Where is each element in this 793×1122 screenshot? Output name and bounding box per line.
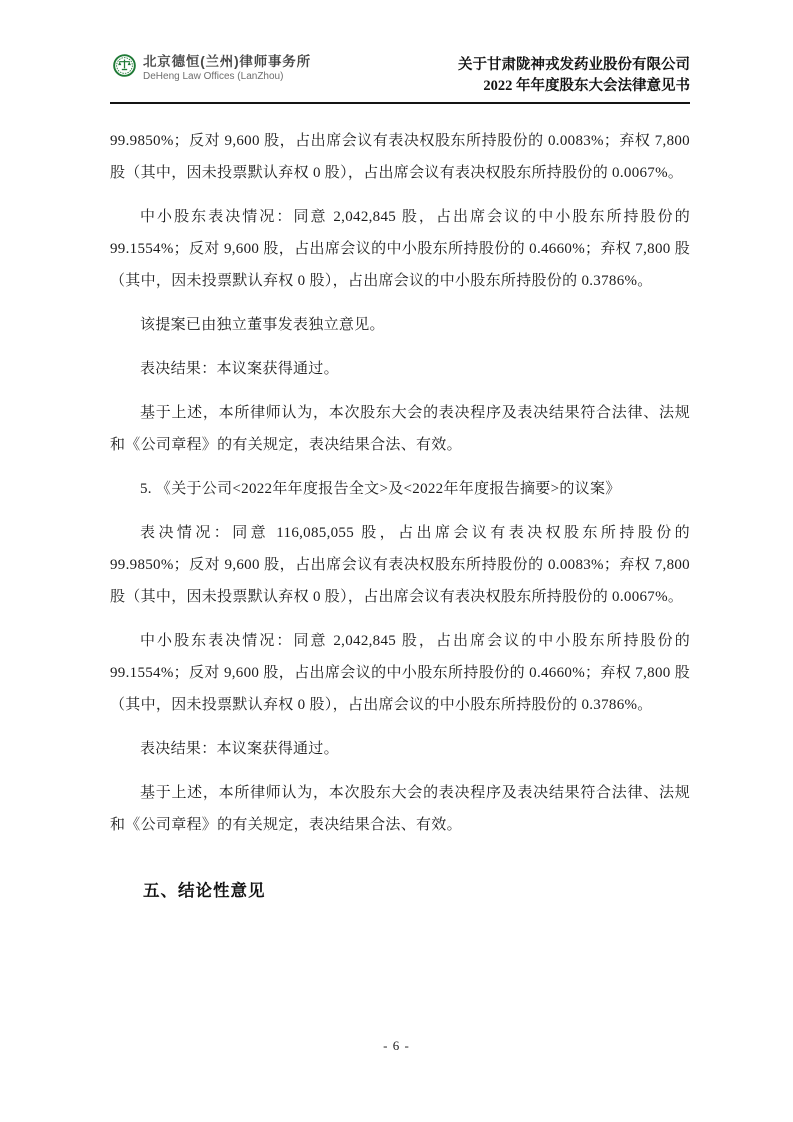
document-title-line2: 2022 年年度股东大会法律意见书: [483, 78, 690, 94]
firm-name-english: DeHeng Law Offices (LanZhou): [143, 71, 284, 82]
page-header: [110, 53, 690, 97]
proposal-item-title: 5. 《关于公司<2022年年度报告全文>及<2022年年度报告摘要>的议案》: [140, 481, 621, 497]
section-heading-conclusion: 五、结论性意见: [143, 882, 266, 900]
law-firm-name-block: [143, 53, 311, 83]
body-paragraph: 中小股东表决情况：同意 2,042,845 股，占出席会议的中小股东所持股份的 99.1554%；反对 9,600 股，占出席会议的中小股东所持股份的 0.4660%；弃权 7,800 股（其中，因未投票默认弃权 0 股），占出席会议的中小股东所持股份的 0.3786%。: [110, 633, 690, 713]
body-paragraph: 99.9850%；反对 9,600 股，占出席会议有表决权股东所持股份的 0.0083%；弃权 7,800 股（其中，因未投票默认弃权 0 股），占出席会议有表决权股东所持股份的 0.0067%。: [110, 133, 690, 181]
body-paragraph: 基于上述，本所律师认为，本次股东大会的表决程序及表决结果符合法律、法规和《公司章程》的有关规定，表决结果合法、有效。: [110, 785, 690, 833]
body-paragraph: 表决结果：本议案获得通过。: [140, 741, 339, 757]
law-firm-brand: [110, 53, 311, 83]
document-body: [110, 104, 690, 901]
body-paragraph: 表决结果：本议案获得通过。: [140, 361, 339, 377]
firm-name-chinese: 北京德恒(兰州)律师事务所: [143, 54, 311, 69]
document-title-line1: 关于甘肃陇神戎发药业股份有限公司: [458, 57, 690, 73]
scales-of-justice-seal-icon: [113, 54, 136, 82]
document-title: [458, 55, 690, 97]
page-number: - 6 -: [383, 1038, 410, 1053]
body-paragraph: 该提案已由独立董事发表独立意见。: [140, 317, 385, 333]
body-paragraph: 中小股东表决情况：同意 2,042,845 股，占出席会议的中小股东所持股份的 99.1554%；反对 9,600 股，占出席会议的中小股东所持股份的 0.4660%；弃权 7,800 股（其中，因未投票默认弃权 0 股），占出席会议的中小股东所持股份的 0.3786%。: [110, 209, 690, 289]
body-paragraph: 基于上述，本所律师认为，本次股东大会的表决程序及表决结果符合法律、法规和《公司章程》的有关规定，表决结果合法、有效。: [110, 405, 690, 453]
body-paragraph: 表决情况：同意 116,085,055 股，占出席会议有表决权股东所持股份的 99.9850%；反对 9,600 股，占出席会议有表决权股东所持股份的 0.0083%；弃权 7,800 股（其中，因未投票默认弃权 0 股），占出席会议有表决权股东所持股份的 0.0067%。: [110, 525, 690, 605]
